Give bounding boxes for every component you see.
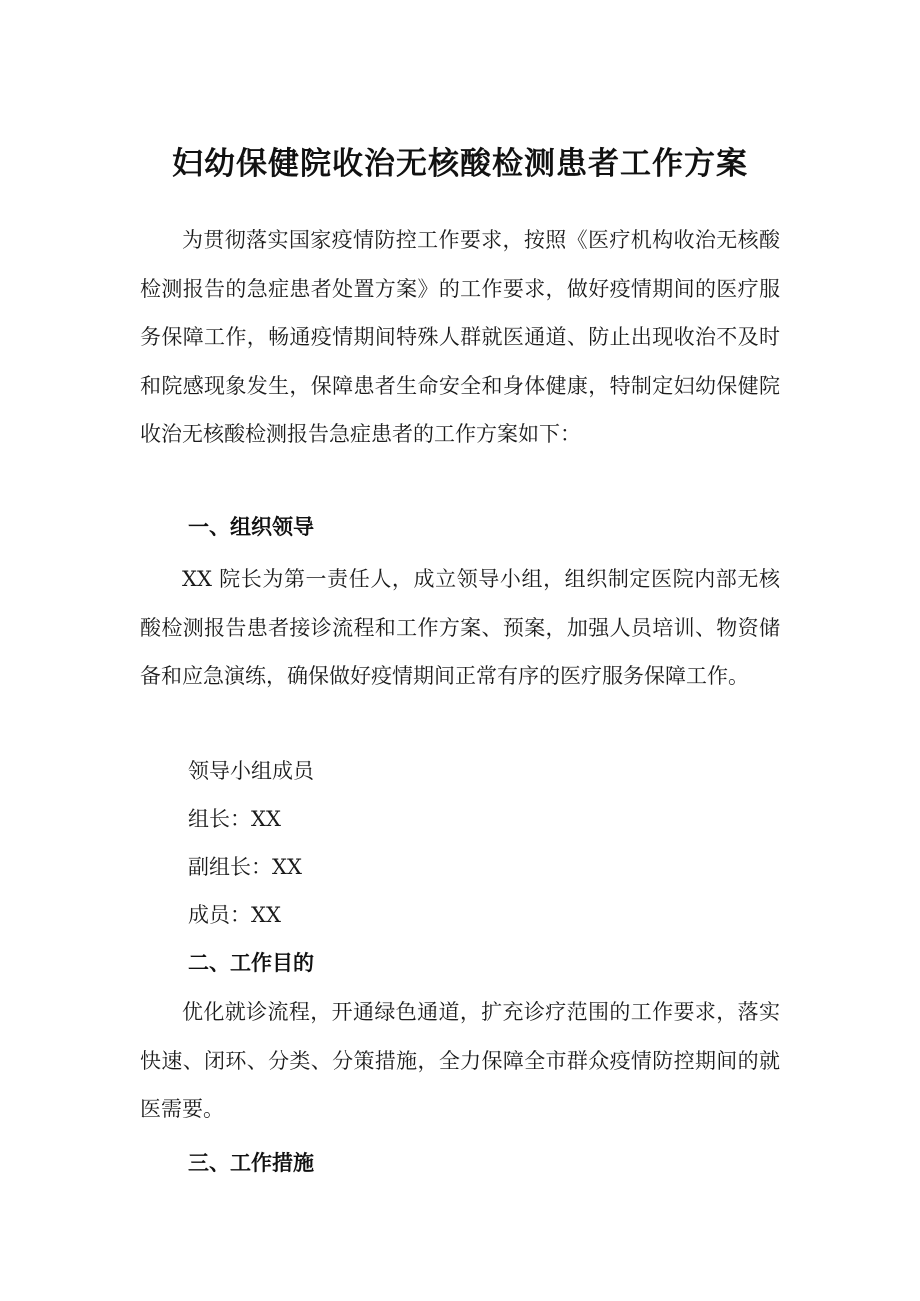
- section-heading-organization: 一、组织领导: [188, 515, 314, 539]
- members-title: 领导小组成员: [188, 759, 314, 783]
- intro-paragraph: 为贯彻落实国家疫情防控工作要求，按照《医疗机构收治无核酸检测报告的急症患者处置方案》的工作要求，做好疫情期间的医疗服务保障工作，畅通疫情期间特殊人群就医通道、防止出现收治不及时和院感现象发生，保障患者生命安全和身体健康，特制定妇幼保健院收治无核酸检测报告急症患者的工作方案如下：: [140, 228, 780, 446]
- document-title: 妇幼保健院收治无核酸检测患者工作方案: [172, 146, 748, 182]
- section-heading-measures: 三、工作措施: [188, 1151, 314, 1175]
- organization-paragraph: XX 院长为第一责任人，成立领导小组，组织制定医院内部无核酸检测报告患者接诊流程和工作方案、预案，加强人员培训、物资储备和应急演练，确保做好疫情期间正常有序的医疗服务保障工作。: [140, 567, 780, 688]
- purpose-paragraph: 优化就诊流程，开通绿色通道，扩充诊疗范围的工作要求，落实快速、闭环、分类、分策措施，全力保障全市群众疫情防控期间的就医需要。: [140, 1000, 780, 1121]
- leader-line: 组长：XX: [188, 807, 281, 831]
- section-heading-purpose: 二、工作目的: [188, 951, 314, 975]
- member-line: 成员：XX: [188, 903, 281, 927]
- deputy-leader-line: 副组长：XX: [188, 855, 302, 879]
